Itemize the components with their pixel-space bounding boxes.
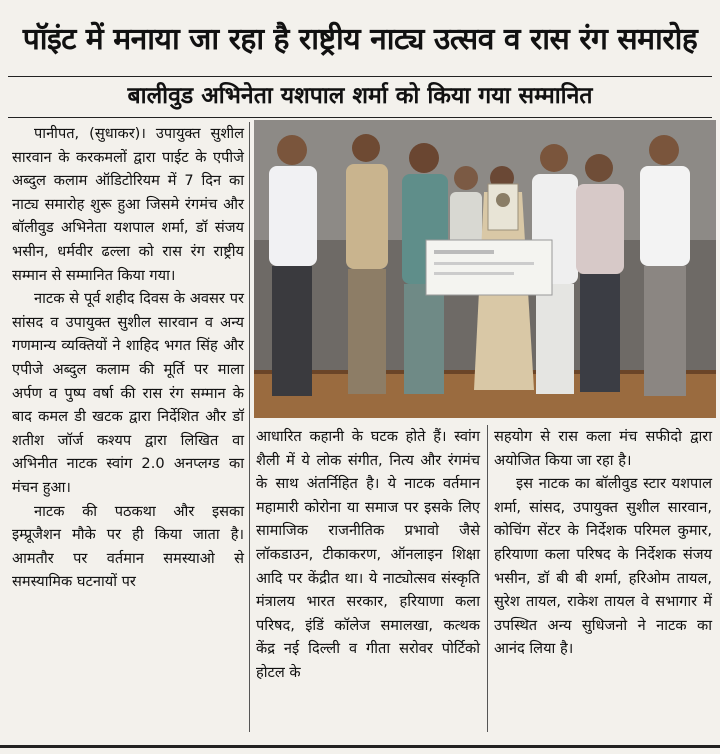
column-divider — [249, 122, 250, 732]
paragraph: नाटक से पूर्व शहीद दिवस के अवसर पर सांसद व उपायुक्त सुशील सारवान व अन्य गणमान्य व्यक्तियों ने शाहिद भगत सिंह और एपीजे अब्दुल कलाम की मूर्ति पर माला अर्पण व पुष्प वर्षा की रास रंग सम्मान के बाद कमल डी खटक द्वारा निर्देशित और डॉ शतीश जॉर्ज कश्यप द्वारा लिखित वा अभिनीत नाटक स्वांग 2.0 अनप्लग्ड का मंचन हुआ। — [12, 290, 244, 496]
paragraph: इस नाटक का बॉलीवुड स्टार यशपाल शर्मा, सांसद, उपायुक्त सुशील सारवान, कोचिंग सेंटर के निर्देशक परिमल कुमार, हरियाणा कला परिषद के निर्देशक संजय भसीन, डॉ बी बी शर्मा, हरिओम तायल, सुरेश तायल, राकेश तायल वे सभागार में उपस्थित अन्य सुधिजनो ने नाटक का आनंद लिया है। — [494, 475, 712, 658]
column-divider — [487, 425, 488, 732]
paragraph: नाटक की पठकथा और इसका इम्प्रूजैशन मौके पर ही किया जाता है। आमतौर पर वर्तमान समस्याओ से समस्यामिक घटनायों पर — [12, 502, 244, 591]
paragraph: सहयोग से रास कला मंच सफीदो द्वारा अयोजित किया जा रहा है। — [494, 428, 712, 469]
headline: पॉइंट में मनाया जा रहा है राष्ट्रीय नाट्य उत्सव व रास रंग समारोह — [22, 21, 698, 57]
subheadline: बालीवुड अभिनेता यशपाल शर्मा को किया गया सम्मानित — [127, 83, 593, 110]
article-column-1 — [12, 122, 244, 594]
paragraph: आधारित कहानी के घटक होते हैं। स्वांग शैली में ये लोक संगीत, नित्य और रंगमंच के साथ अंतर्निहित है। ये नाटक वर्तमान महामारी कोरोना या समाज पर इसके लिए सामाजिक राजनीतिक प्रभावो जैसे लॉकडाउन, टीकाकरण, ऑनलाइन शिक्षा आदि पर केंद्रीत था। ये नाट्योत्सव संस्कृति मंत्रालय भारत सरकार, हरियाणा कला परिषद, इंडिं कॉलेज समालखा, कत्थक केंद्र नई दिल्ली व गीता सरोवर पोर्टिको होटल के — [256, 428, 480, 681]
article-column-2 — [256, 425, 480, 685]
news-photo — [254, 120, 716, 418]
bottom-rule — [0, 745, 720, 748]
article-column-3 — [494, 425, 712, 661]
subheadline-rule — [8, 117, 712, 118]
photo-illustration — [254, 120, 716, 418]
paragraph-dateline: पानीपत, (सुधाकर)। उपायुक्त सुशील सारवान के करकमलों द्वारा पाईट के एपीजे अब्दुल कलाम ऑडिटोरियम में 7 दिन का नाट्य समारोह शुरू हुआ जिसमे रंगमंच और बॉलीवुड अभिनेता यशपाल शर्मा, डॉ संजय भसीन, धर्मवीर ढल्ला को रास रंग राष्ट्रीय सम्मान से सम्मानित किया गया। — [12, 125, 244, 284]
headline-rule — [8, 76, 712, 77]
